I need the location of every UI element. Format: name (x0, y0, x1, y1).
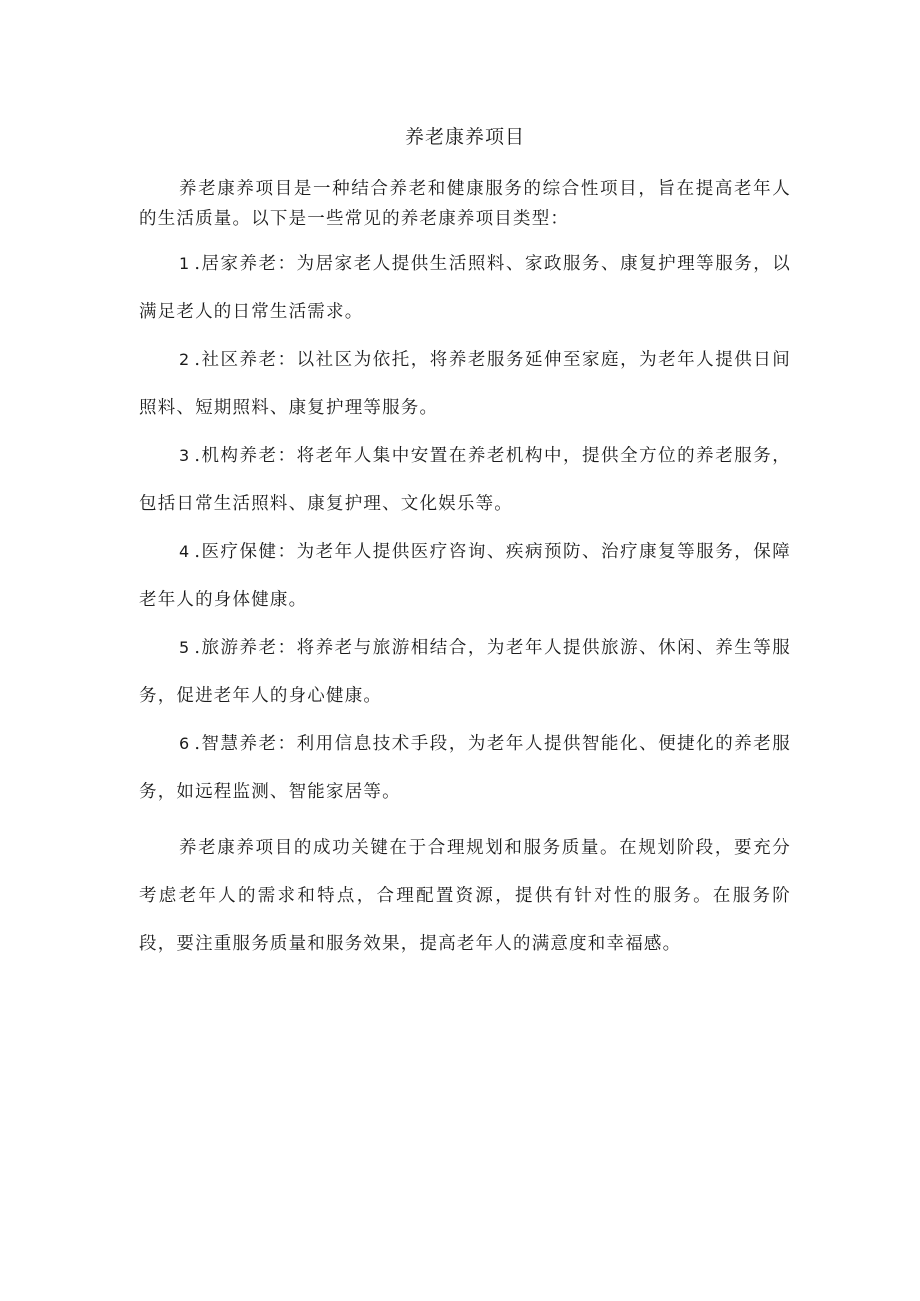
document-title: 养老康养项目 (404, 126, 525, 148)
list-item-number: 5 (179, 638, 191, 657)
list-item-4 (139, 528, 791, 624)
list-item-1 (139, 240, 791, 336)
list-item-number: 2 (179, 350, 191, 369)
list-item-number: 1 (179, 254, 191, 273)
list-item-2 (139, 336, 791, 432)
list-item-5 (139, 624, 791, 720)
intro-paragraph: 养老康养项目是一种结合养老和健康服务的综合性项目，旨在提高老年人的生活质量。以下是一些常见的养老康养项目类型： (139, 179, 791, 229)
list-item-number: 3 (179, 446, 191, 465)
list-item-text: .旅游养老：将养老与旅游相结合，为老年人提供旅游、休闲、养生等服务，促进老年人的身心健康。 (139, 638, 791, 706)
list-item-text: .智慧养老：利用信息技术手段，为老年人提供智能化、便捷化的养老服务，如远程监测、智能家居等。 (139, 734, 791, 802)
list-item-3 (139, 432, 791, 528)
list-item-number: 4 (179, 542, 191, 561)
list-item-text: .医疗保健：为老年人提供医疗咨询、疾病预防、治疗康复等服务，保障老年人的身体健康。 (139, 542, 791, 610)
list-item-number: 6 (179, 734, 191, 753)
list-item-text: .机构养老：将老年人集中安置在养老机构中，提供全方位的养老服务，包括日常生活照料、康复护理、文化娱乐等。 (139, 446, 791, 514)
list-item-text: .居家养老：为居家老人提供生活照料、家政服务、康复护理等服务，以满足老人的日常生活需求。 (139, 254, 791, 322)
list-item-text: .社区养老：以社区为依托，将养老服务延伸至家庭，为老年人提供日间照料、短期照料、康复护理等服务。 (139, 350, 791, 418)
list-item-6 (139, 720, 791, 816)
closing-paragraph: 养老康养项目的成功关键在于合理规划和服务质量。在规划阶段，要充分考虑老年人的需求和特点，合理配置资源，提供有针对性的服务。在服务阶段，要注重服务质量和服务效果，提高老年人的满意度和幸福感。 (139, 838, 791, 954)
